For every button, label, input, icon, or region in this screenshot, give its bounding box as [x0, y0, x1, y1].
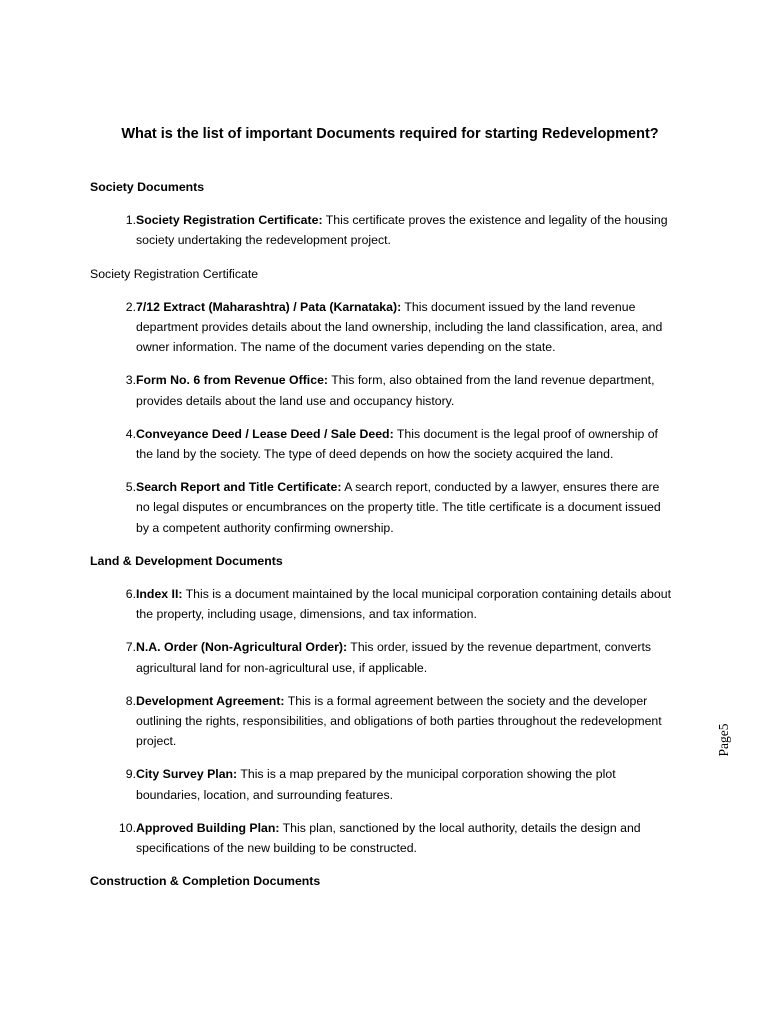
item-description: This is a map prepared by the municipal corporation showing the plot boundaries, location, and surrounding features.: [136, 767, 616, 802]
item-term: N.A. Order (Non-Agricultural Order):: [136, 640, 348, 655]
list-number: 8.: [125, 693, 136, 708]
list-number: 2.: [125, 299, 136, 314]
list-number: 1.: [125, 213, 136, 228]
list-item: [90, 637, 680, 677]
list-item: [90, 370, 680, 410]
list-item: [90, 297, 680, 358]
list-number: 7.: [125, 640, 136, 655]
list-item: [90, 584, 680, 624]
item-term: Form No. 6 from Revenue Office:: [136, 373, 329, 388]
item-term: Society Registration Certificate:: [136, 213, 323, 228]
section-heading-land: Land & Development Documents: [90, 553, 283, 568]
item-description: This is a document maintained by the local municipal corporation containing details about the property, including usage, dimensions, and tax information.: [136, 587, 671, 622]
list-number: 5.: [125, 480, 136, 495]
list-item: [90, 210, 680, 250]
item-description: This document issued by the land revenue department provides details about the land ownership, including the land classification, area, and owner information. The name of the document varies depending on the state.: [136, 299, 663, 355]
list-item: [90, 764, 680, 804]
section-heading-construction: Construction & Completion Documents: [90, 874, 321, 889]
item-term: Development Agreement:: [136, 693, 285, 708]
list-item: [90, 477, 680, 538]
item-term: Search Report and Title Certificate:: [136, 480, 342, 495]
item-description: This is a formal agreement between the society and the developer outlining the rights, responsibilities, and obligations of both parties throughout the redevelopment project.: [136, 693, 662, 749]
item-description: This order, issued by the revenue department, converts agricultural land for non-agricultural use, if applicable.: [136, 640, 652, 675]
item-term: Approved Building Plan:: [136, 820, 280, 835]
list-number: 3.: [125, 373, 136, 388]
item-description: This certificate proves the existence and legality of the housing society undertaking the redevelopment project.: [136, 213, 668, 248]
list-number: 4.: [125, 426, 136, 441]
section-heading-society: Society Documents: [90, 180, 205, 194]
item-term: City Survey Plan:: [136, 767, 238, 782]
list-number: 10.: [118, 820, 136, 835]
list-item: [90, 691, 680, 752]
document-title: What is the list of important Documents required for starting Redevelopment?: [121, 126, 659, 142]
list-number: 6.: [125, 587, 136, 602]
item-term: 7/12 Extract (Maharashtra) / Pata (Karnataka):: [136, 299, 402, 314]
list-item: [90, 424, 680, 464]
item-description: This form, also obtained from the land revenue department, provides details about the land use and occupancy history.: [136, 373, 655, 408]
page-number: Page5: [716, 723, 731, 757]
item-description: This document is the legal proof of ownership of the land by the society. The type of deed depends on how the society acquired the land.: [136, 426, 658, 462]
item-term: Conveyance Deed / Lease Deed / Sale Deed:: [136, 426, 394, 441]
document-body: [90, 177, 680, 904]
list-item: [90, 818, 680, 858]
list-number: 9.: [125, 767, 136, 782]
item-description: A search report, conducted by a lawyer, ensures there are no legal disputes or encumbrances on the property title. The title certificate is a document issued by a competent authority confirming ownership.: [136, 480, 661, 535]
item-term: Index II:: [136, 587, 183, 602]
item-description: This plan, sanctioned by the local authority, details the design and specifications of the new building to be constructed.: [136, 820, 641, 856]
section-subheading: Society Registration Certificate: [90, 266, 259, 281]
